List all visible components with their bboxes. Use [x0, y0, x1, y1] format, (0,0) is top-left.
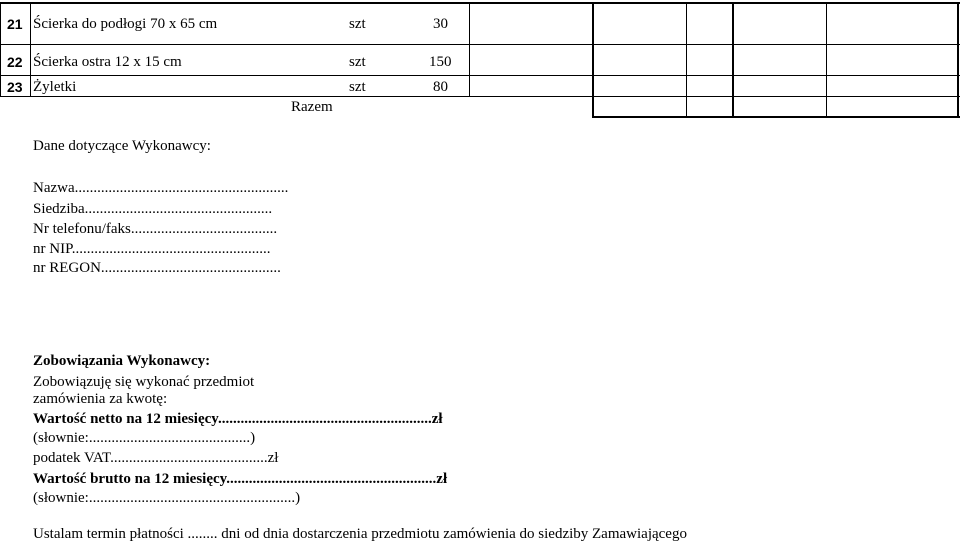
- col-border: [957, 2, 959, 118]
- row-number: 23: [7, 79, 23, 95]
- table-top-border: [0, 2, 960, 4]
- row-number: 21: [7, 16, 23, 32]
- item-unit: szt: [349, 16, 366, 32]
- item-unit: szt: [349, 79, 366, 95]
- obligations-text: Zobowiązuję się wykonać przedmiot: [33, 374, 255, 390]
- item-quantity: 80: [433, 79, 448, 95]
- row-divider: [0, 96, 960, 97]
- obligations-text: zamówienia za kwotę:: [33, 391, 168, 407]
- gross-value-words: (słownie:.......................................................): [33, 490, 301, 506]
- vat-line: podatek VAT..........................................zł: [33, 450, 279, 466]
- col-border: [732, 2, 734, 118]
- col-border: [0, 2, 1, 97]
- net-value-words: (słownie:...........................................): [33, 430, 256, 446]
- contractor-heading: Dane dotyczące Wykonawcy:: [33, 138, 211, 154]
- net-value-line: Wartość netto na 12 miesięcy.........................................................zł: [33, 411, 443, 427]
- item-unit: szt: [349, 54, 366, 70]
- row-number: 22: [7, 54, 23, 70]
- obligations-heading: Zobowiązania Wykonawcy:: [33, 353, 211, 369]
- total-label: Razem: [291, 99, 333, 115]
- row-divider: [0, 44, 960, 45]
- contractor-name-field: Nazwa.........................................................: [33, 180, 289, 196]
- row-divider: [0, 75, 960, 76]
- contractor-address-field: Siedziba..................................................: [33, 201, 273, 217]
- item-name: Żyletki: [33, 79, 77, 95]
- payment-terms: Ustalam termin płatności ........ dni od dnia dostarczenia przedmiotu zamówienia do siedziby Zamawiającego: [33, 526, 687, 542]
- item-name: Ścierka ostra 12 x 15 cm: [33, 54, 182, 70]
- item-quantity: 150: [429, 54, 452, 70]
- col-border: [826, 2, 827, 118]
- contractor-nip-field: nr NIP.....................................................: [33, 241, 271, 257]
- gross-value-line: Wartość brutto na 12 miesięcy........................................................zł: [33, 471, 448, 487]
- item-name: Ścierka do podłogi 70 x 65 cm: [33, 16, 218, 32]
- col-border: [686, 2, 687, 118]
- item-quantity: 30: [433, 16, 448, 32]
- col-border: [592, 2, 594, 118]
- total-row-bottom-border: [592, 116, 960, 118]
- col-border: [469, 2, 470, 97]
- contractor-phone-field: Nr telefonu/faks.......................................: [33, 221, 278, 237]
- contractor-regon-field: nr REGON................................................: [33, 260, 281, 276]
- col-border: [30, 2, 31, 97]
